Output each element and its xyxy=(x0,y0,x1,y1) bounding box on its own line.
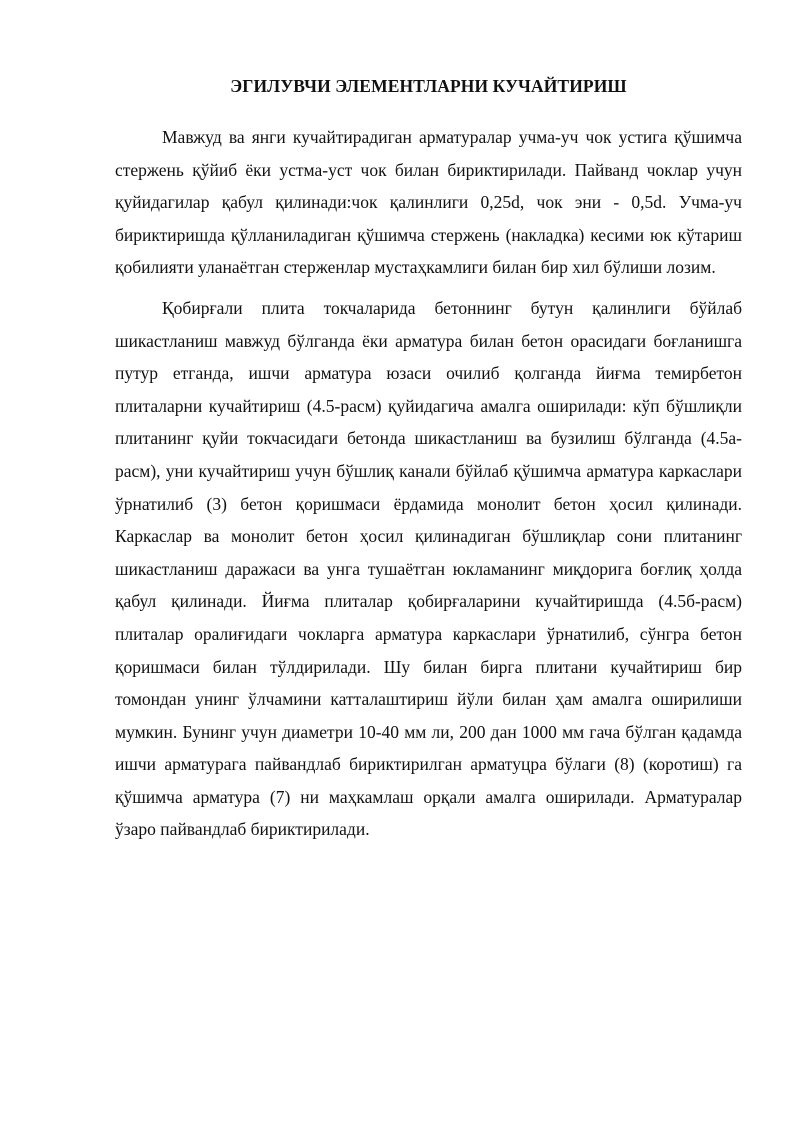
paragraph-1: Мавжуд ва янги кучайтирадиган арматуралар учма-уч чок устига қўшимча стержень қўйиб ёки устма-уст чок билан бириктирилади. Пайванд чоклар учун қуйидагилар қабул қилинади:чок қалинлиги 0,25d, чок эни - 0,5d. Учма-уч бириктиришда қўлланиладиган қўшимча стержень (накладка) кесими юк кўтариш қобилияти уланаётган стерженлар мустаҳкамлиги билан бир хил бўлиши лозим. xyxy=(115,127,742,278)
document-title: ЭГИЛУВЧИ ЭЛЕМЕНТЛАРНИ КУЧАЙТИРИШ xyxy=(230,76,627,96)
paragraph-2: Қобирғали плита токчаларида бетоннинг бутун қалинлиги бўйлаб шикастланиш мавжуд бўлганда ёки арматура билан бетон орасидаги боғланишга путур етганда, ишчи арматура юзаси очилиб қолганда йиғма темирбетон плиталарни кучайтириш (4.5-расм) қуйидагича амалга оширилади: кўп бўшлиқли плитанинг қуйи токчасидаги бетонда шикастланиш ва бузилиш бўлганда (4.5а-расм), уни кучайтириш учун бўшлиқ канали бўйлаб қўшимча арматура каркаслари ўрнатилиб (3) бетон қоришмаси ёрдамида монолит бетон ҳосил қилинади. Каркаслар ва монолит бетон ҳосил қилинадиган бўшлиқлар сони плитанинг шикастланиш даражаси ва унга тушаётган юкламанинг миқдорига боғлиқ ҳолда қабул қилинади. Йиғма плиталар қобирғаларини кучайтиришда (4.5б-расм) плиталар оралиғидаги чокларга арматура каркаслари ўрнатилиб, сўнгра бетон қоришмаси билан тўлдирилади. Шу билан бирга плитани кучайтириш бир томондан унинг ўлчамини катталаштириш йўли билан ҳам амалга оширилиши мумкин. Бунинг учун диаметри 10-40 мм ли, 200 дан 1000 мм гача бўлган қадамда ишчи арматурага пайвандлаб бириктирилган арматуцра бўлаги (8) (коротиш) га қўшимча арматура (7) ни маҳкамлаш орқали амалга оширилади. Арматуралар ўзаро пайвандлаб бириктирилади. xyxy=(115,297,742,840)
document-body xyxy=(115,70,742,854)
